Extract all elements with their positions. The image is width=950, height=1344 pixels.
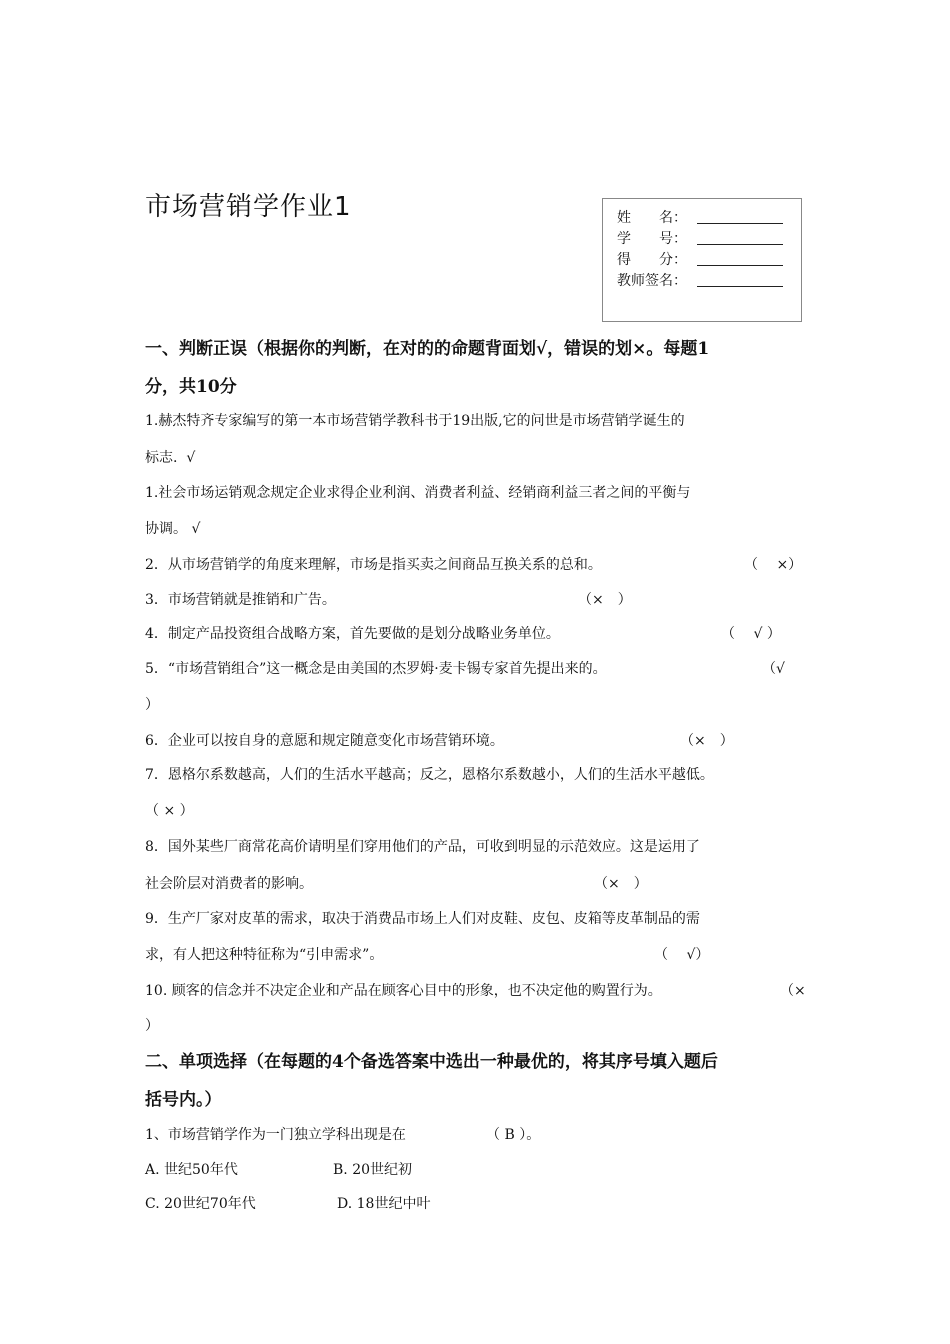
info-label: 教师签名： xyxy=(617,272,687,289)
info-label: 学 号： xyxy=(617,230,687,247)
info-row-name xyxy=(617,206,801,227)
answer-mark: （ √ ） xyxy=(721,626,781,642)
option-text: B. 20世纪初 xyxy=(333,1162,413,1178)
blank-line[interactable] xyxy=(697,273,783,287)
question-text: 10. 顾客的信念并不决定企业和产品在顾客心目中的形象，也不决定他的购置行为。 xyxy=(145,983,662,999)
info-label: 姓 名： xyxy=(617,209,687,226)
answer-mark: （ ×） xyxy=(744,557,803,573)
question-text: 1、市场营销学作为一门独立学科出现是在 xyxy=(145,1127,406,1143)
answer-mark: （√ xyxy=(762,661,785,677)
info-row-score xyxy=(617,248,801,269)
section1-heading-line1: 一、判断正误（根据你的判断，在对的的命题背面划√，错误的划×。每题1 xyxy=(145,339,710,359)
question-text: 2．从市场营销学的角度来理解，市场是指买卖之间商品互换关系的总和。 xyxy=(145,557,602,573)
student-info-box xyxy=(602,198,802,322)
answer-mark: （ √） xyxy=(654,947,710,963)
question-text: 1.赫杰特齐专家编写的第一本市场营销学教科书于19出版,它的问世是市场营销学诞生的 xyxy=(145,413,685,429)
answer-mark: （ × ） xyxy=(145,803,194,819)
answer-mark: （× ） xyxy=(594,876,648,892)
section2-heading xyxy=(145,1043,805,1119)
answer-mark: （× xyxy=(780,983,806,999)
question-text: ） xyxy=(145,697,159,713)
blank-line[interactable] xyxy=(697,210,783,224)
section1-heading xyxy=(145,330,805,406)
blank-line[interactable] xyxy=(697,252,783,266)
question-text: 1.社会市场运销观念规定企业求得企业利润、消费者利益、经销商利益三者之间的平衡与 xyxy=(145,485,691,501)
section2-heading-line1: 二、单项选择（在每题的4个备选答案中选出一种最优的，将其序号填入题后 xyxy=(145,1052,718,1072)
question-text: 7．恩格尔系数越高，人们的生活水平越高；反之，恩格尔系数越小，人们的生活水平越低。 xyxy=(145,767,714,783)
option-text: C. 20世纪70年代 xyxy=(145,1196,256,1212)
question-text: 4．制定产品投资组合战略方案，首先要做的是划分战略业务单位。 xyxy=(145,626,560,642)
info-row-signature xyxy=(617,269,801,290)
page-title: 市场营销学作业1 xyxy=(145,192,352,222)
question-text: 5．“市场营销组合”这一概念是由美国的杰罗姆·麦卡锡专家首先提出来的。 xyxy=(145,661,607,677)
question-text: 协调。 √ xyxy=(145,521,201,537)
question-text: 标志. √ xyxy=(145,450,196,466)
question-text: 6．企业可以按自身的意愿和规定随意变化市场营销环境。 xyxy=(145,733,504,749)
option-text: A. 世纪50年代 xyxy=(145,1162,238,1178)
question-text: 8．国外某些厂商常花高价请明星们穿用他们的产品，可收到明显的示范效应。这是运用了 xyxy=(145,839,700,855)
question-text: 3．市场营销就是推销和广告。 xyxy=(145,592,336,608)
info-label: 得 分： xyxy=(617,251,687,268)
section1-heading-line2: 分，共10分 xyxy=(145,377,237,397)
blank-line[interactable] xyxy=(697,231,783,245)
section2-heading-line2: 括号内。） xyxy=(145,1090,222,1110)
answer-mark: （× ） xyxy=(578,592,632,608)
option-text: D. 18世纪中叶 xyxy=(337,1196,431,1212)
question-text: 求，有人把这种特征称为“引申需求”。 xyxy=(145,947,384,963)
answer-mark: （ B ）。 xyxy=(486,1127,541,1143)
question-text: ） xyxy=(145,1018,159,1034)
question-text: 9．生产厂家对皮革的需求，取决于消费品市场上人们对皮鞋、皮包、皮箱等皮革制品的需 xyxy=(145,911,700,927)
question-text: 社会阶层对消费者的影响。 xyxy=(145,876,313,892)
info-row-id xyxy=(617,227,801,248)
answer-mark: （× ） xyxy=(680,733,734,749)
